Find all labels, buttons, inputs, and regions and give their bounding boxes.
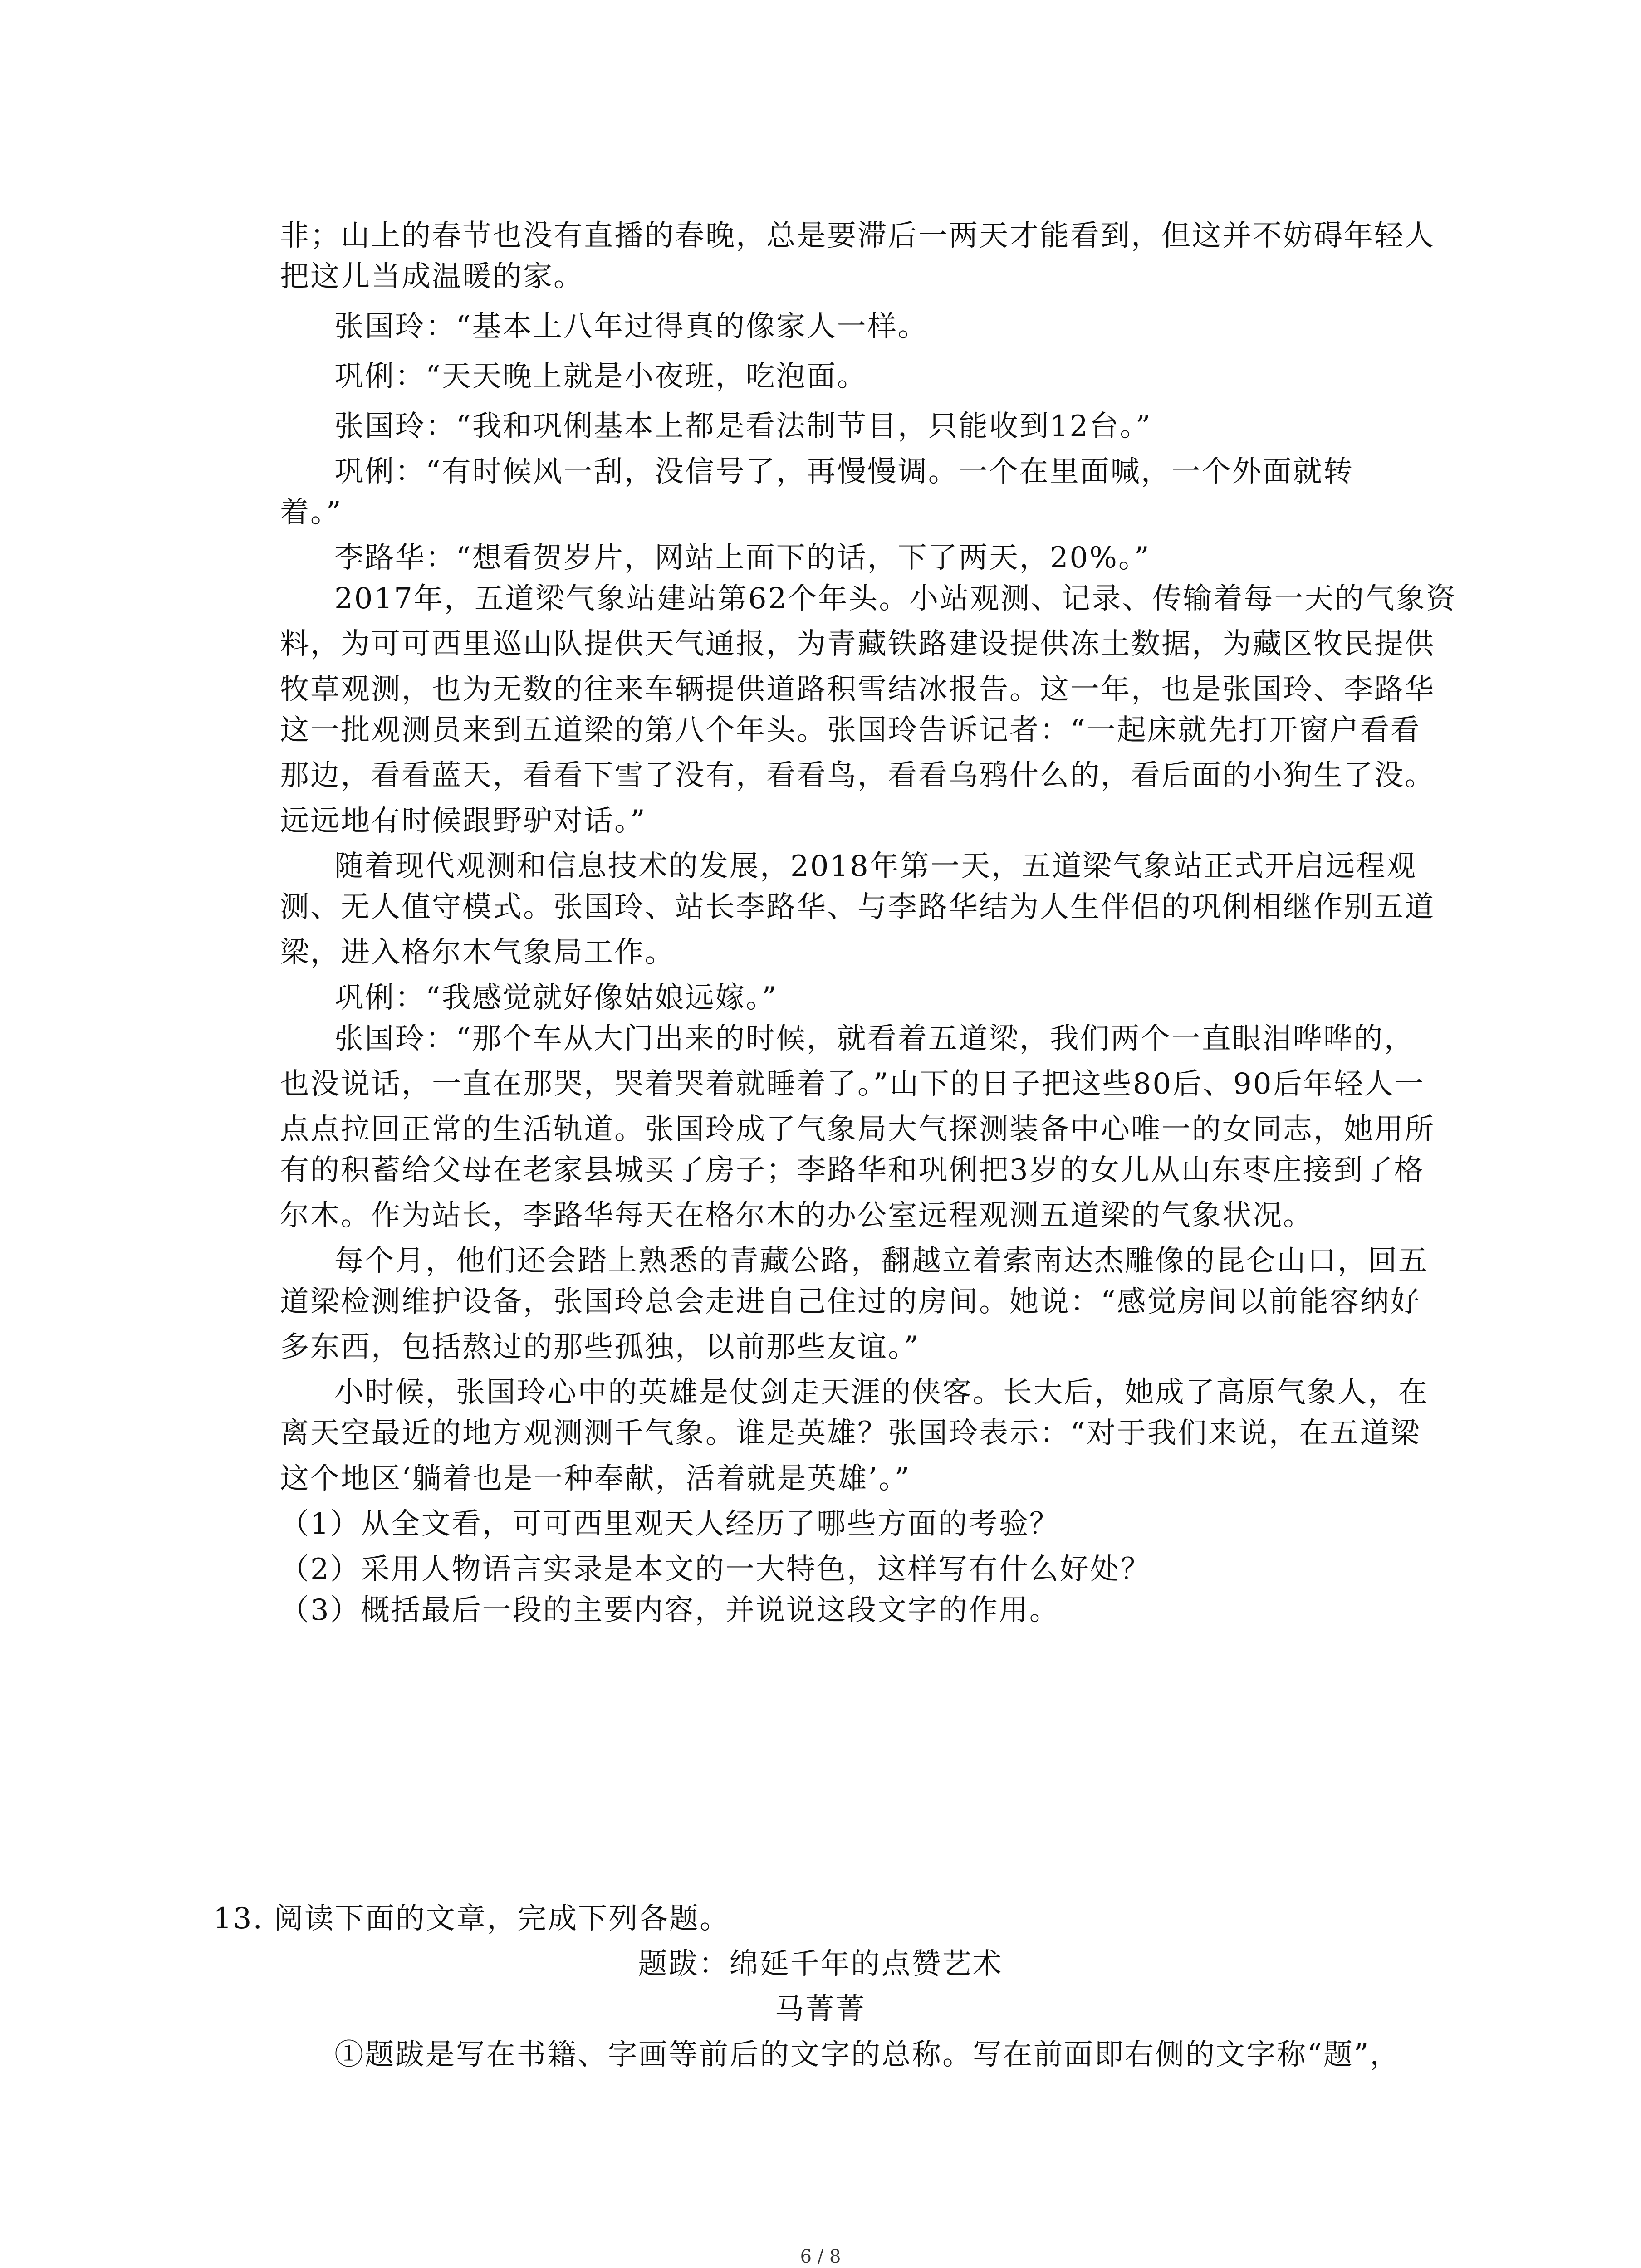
passage-line: 巩俐：“有时候风一刮，没信号了，再慢慢调。一个在里面喊，一个外面就转 (334, 455, 1354, 489)
passage-line: 道梁检测维护设备，张国玲总会走进自己住过的房间。她说：“感觉房间以前能容纳好 (280, 1285, 1421, 1319)
article-title: 题跋：绵延千年的点赞艺术 (638, 1947, 1003, 1981)
passage-line: 李路华：“想看贺岁片，网站上面下的话，下了两天，20%。” (334, 541, 1151, 575)
passage-line: 张国玲：“我和巩俐基本上都是看法制节目，只能收到12台。” (334, 410, 1152, 443)
passage-line: 2017年，五道梁气象站建站第62个年头。小站观测、记录、传输着每一天的气象资 (334, 582, 1457, 616)
passage-line: 非；山上的春节也没有直播的春晚，总是要滞后一两天才能看到，但这并不妨碍年轻人 (280, 219, 1435, 253)
question-item: （2）采用人物语言实录是本文的一大特色，这样写有什么好处？ (280, 1553, 1151, 1586)
question-heading: 13. 阅读下面的文章，完成下列各题。 (213, 1902, 730, 1936)
passage-line: 着。” (280, 496, 343, 529)
passage-line: 随着现代观测和信息技术的发展，2018年第一天，五道梁气象站正式开启远程观 (334, 850, 1417, 883)
passage-line: 这个地区‘躺着也是一种奉献，活着就是英雄’。” (280, 1462, 911, 1496)
passage-line: 那边，看看蓝天，看看下雪了没有，看看鸟，看看乌鸦什么的，看后面的小狗生了没。 (280, 759, 1435, 792)
passage-line: 巩俐：“我感觉就好像姑娘远嫁。” (334, 981, 778, 1015)
passage-line: 把这儿当成温暖的家。 (280, 260, 584, 293)
passage-line: 点点拉回正常的生活轨道。张国玲成了气象局大气探测装备中心唯一的女同志，她用所 (280, 1113, 1435, 1146)
passage-line: 多东西，包括熬过的那些孤独，以前那些友谊。” (280, 1330, 920, 1364)
passage-line: 小时候，张国玲心中的英雄是仗剑走天涯的侠客。长大后，她成了高原气象人，在 (334, 1376, 1429, 1409)
passage-line: 也没说话，一直在那哭，哭着哭着就睡着了。”山下的日子把这些80后、90后年轻人一 (280, 1067, 1425, 1101)
page-number: 6 / 8 (800, 2246, 841, 2267)
question-item: （3）概括最后一段的主要内容，并说说这段文字的作用。 (280, 1593, 1060, 1627)
passage-line: 巩俐：“天天晚上就是小夜班，吃泡面。 (334, 360, 867, 393)
passage-line: 张国玲：“那个车从大门出来的时候，就看着五道梁，我们两个一直眼泪哗哗的， (334, 1022, 1415, 1056)
passage-line: 每个月，他们还会踏上熟悉的青藏公路，翻越立着索南达杰雕像的昆仑山口，回五 (334, 1244, 1429, 1278)
question-item: （1）从全文看，可可西里观天人经历了哪些方面的考验？ (280, 1507, 1060, 1541)
article-author: 马菁菁 (775, 1993, 866, 2026)
passage-line: 梁，进入格尔木气象局工作。 (280, 936, 675, 969)
passage-line: 尔木。作为站长，李路华每天在格尔木的办公室远程观测五道梁的气象状况。 (280, 1199, 1313, 1232)
passage-line: 张国玲：“基本上八年过得真的像家人一样。 (334, 310, 928, 343)
passage-line: 远远地有时候跟野驴对话。” (280, 804, 647, 838)
passage-line: 离天空最近的地方观测测千气象。谁是英雄？张国玲表示：“对于我们来说，在五道梁 (280, 1417, 1421, 1450)
passage-line: 有的积蓄给父母在老家县城买了房子；李路华和巩俐把3岁的女儿从山东枣庄接到了格 (280, 1154, 1425, 1187)
passage-line: 料，为可可西里巡山队提供天气通报，为青藏铁路建设提供冻土数据，为藏区牧民提供 (280, 627, 1435, 661)
passage-line: 这一批观测员来到五道梁的第八个年头。张国玲告诉记者：“一起床就先打开窗户看看 (280, 714, 1421, 747)
passage-line: 牧草观测，也为无数的往来车辆提供道路积雪结冰报告。这一年，也是张国玲、李路华 (280, 673, 1435, 706)
article-paragraph-line: ①题跋是写在书籍、字画等前后的文字的总称。写在前面即右侧的文字称“题”， (334, 2038, 1401, 2072)
passage-line: 测、无人值守模式。张国玲、站长李路华、与李路华结为人生伴侣的巩俐相继作别五道 (280, 890, 1435, 924)
